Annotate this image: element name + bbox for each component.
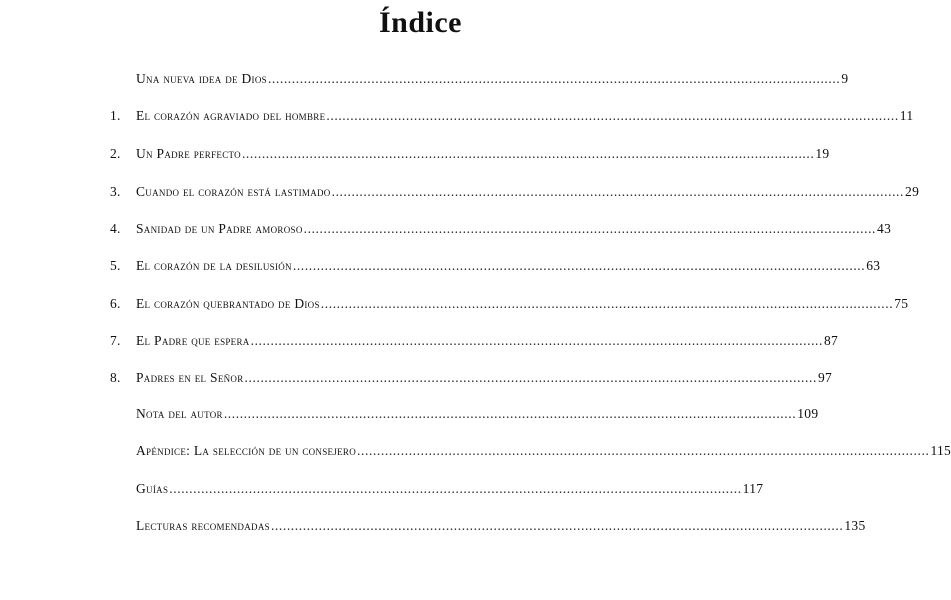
dot-leader — [271, 518, 843, 534]
entry-page-number: 43 — [877, 221, 892, 236]
dot-leader — [242, 146, 814, 162]
entry-page-number: 63 — [866, 258, 881, 273]
toc-entry — [110, 296, 909, 316]
dot-leader — [251, 333, 823, 349]
entry-title: El corazón quebrantado de Dios — [136, 296, 320, 311]
entry-title: Apéndice: La selección de un consejero — [136, 443, 357, 458]
toc-entry — [110, 518, 866, 538]
entry-number: 4. — [110, 221, 121, 236]
entry-number: 7. — [110, 333, 121, 348]
entry-title: Una nueva idea de Dios — [136, 71, 267, 86]
dot-leader — [326, 108, 898, 124]
entry-number: 8. — [110, 370, 121, 385]
entry-page-number: 87 — [824, 333, 839, 348]
entry-title: Guías — [136, 481, 169, 496]
entry-title: Sanidad de un Padre amoroso — [136, 221, 303, 236]
toc-entry — [110, 333, 839, 353]
entry-number: 2. — [110, 146, 121, 161]
entry-page-number: 11 — [899, 108, 914, 123]
toc-entry — [110, 146, 830, 166]
entry-page-number: 19 — [815, 146, 830, 161]
toc-entry — [110, 221, 892, 241]
entry-number: 1. — [110, 108, 121, 123]
entry-page-number: 117 — [742, 481, 764, 496]
entry-title: Cuando el corazón está lastimado — [136, 184, 331, 199]
dot-leader — [224, 406, 796, 422]
toc-entry — [110, 406, 819, 426]
toc-entry — [110, 71, 849, 91]
entry-title: Nota del autor — [136, 406, 223, 421]
dot-leader — [268, 71, 840, 87]
page-title: Índice — [378, 6, 462, 39]
dot-leader — [321, 296, 893, 312]
dot-leader — [293, 258, 865, 274]
entry-title: El Padre que espera — [136, 333, 250, 348]
dot-leader — [332, 184, 904, 200]
dot-leader — [245, 370, 817, 386]
entry-title: El corazón agraviado del hombre — [136, 108, 326, 123]
toc-entry — [110, 184, 920, 204]
toc-entry — [110, 370, 833, 390]
entry-page-number: 115 — [930, 443, 951, 458]
entry-page-number: 9 — [841, 71, 849, 86]
toc-entry — [110, 443, 951, 463]
toc-entry — [110, 258, 881, 278]
entry-title: Lecturas recomendadas — [136, 518, 270, 533]
entry-page-number: 97 — [817, 370, 833, 385]
dot-leader — [169, 481, 741, 497]
toc-entry — [110, 108, 914, 128]
entry-page-number: 29 — [905, 184, 920, 199]
entry-number: 6. — [110, 296, 121, 311]
toc-entry — [110, 481, 764, 501]
dot-leader — [357, 443, 929, 459]
entry-title: Un Padre perfecto — [136, 146, 241, 161]
dot-leader — [304, 221, 876, 237]
entry-title: El corazón de la desilusión — [136, 258, 292, 273]
entry-title: Padres en el Señor — [136, 370, 244, 385]
entry-number: 3. — [110, 184, 121, 199]
entry-page-number: 75 — [894, 296, 909, 311]
entry-number: 5. — [110, 258, 121, 273]
entry-page-number: 135 — [844, 518, 866, 533]
entry-page-number: 109 — [797, 406, 819, 421]
